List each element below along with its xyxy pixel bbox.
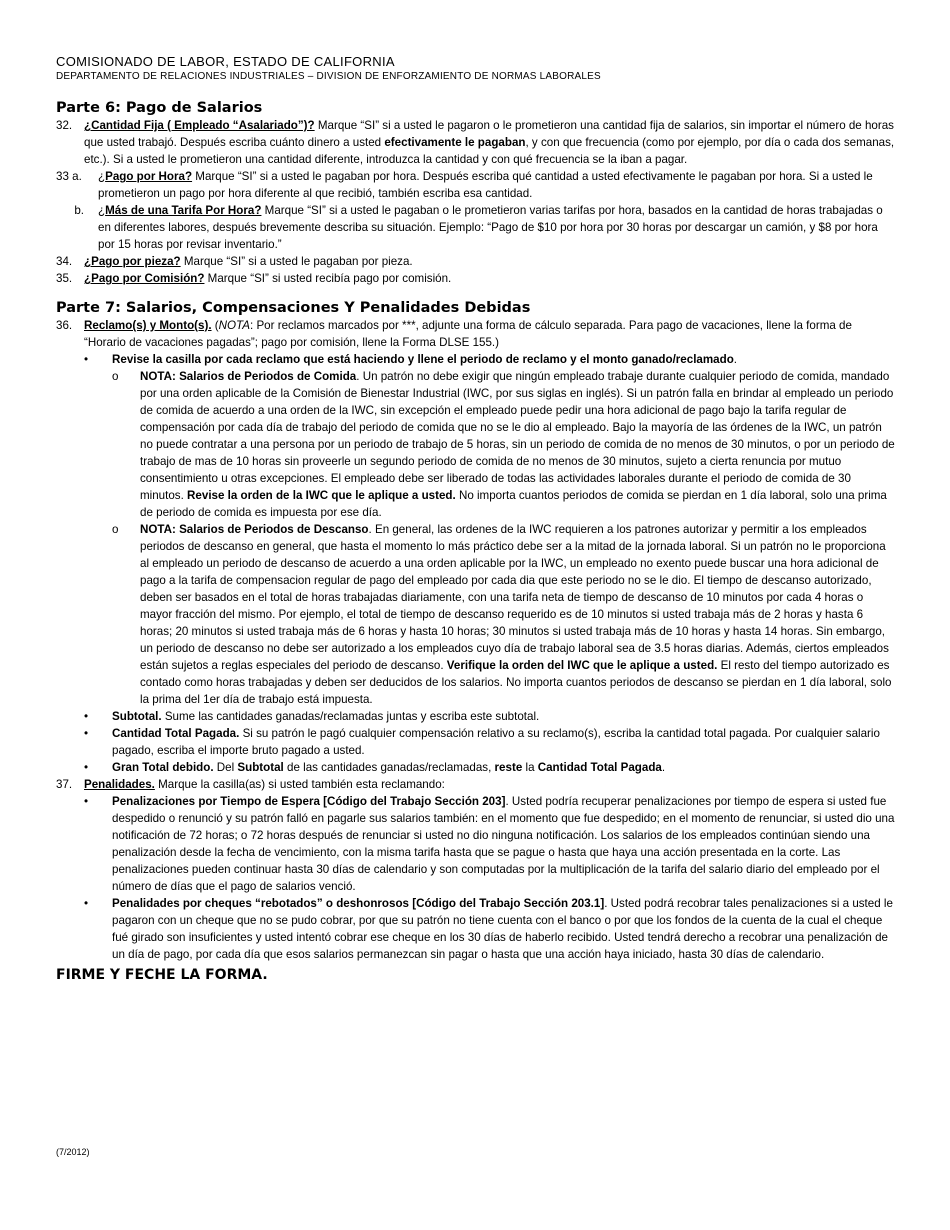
sign-date-instruction: FIRME Y FECHE LA FORMA. <box>56 967 268 983</box>
bullet-total-paid: • Cantidad Total Pagada. Si su patrón le pagó cualquier compensación relativo a su reclamo(s), escriba la cantidad total pagada. Por cualquier salario pagado, escriba el importe bruto pagado a usted. <box>84 727 880 757</box>
bullet-bounced-checks: • Penalidades por cheques “rebotados” o deshonrosos [Código del Trabajo Sección 203.1]. Usted podrá recobrar tales penalizaciones si a usted le pagaron con un cheque que no se pudo cobrar, por que su patrón no tiene cuenta con el banco o por que los fondos de la cuenta de la cual el cheque fué girado son insuficientes y usted intentó cobrar ese cheque en los 30 días de haberlo recibido. Usted tendrá derecho a recobrar una penalización de un día de pago, por cada día que esos salarios permanezcan sin pagar o hasta que una acción haya iniciado, hasta 30 días de calendario. <box>84 897 893 961</box>
document-page <box>56 54 896 983</box>
bullet-icon: • <box>84 353 89 366</box>
circle-bullet-icon: o <box>112 370 119 383</box>
part6-body <box>56 117 896 287</box>
item-37: 37. Penalidades. Marque la casilla(as) si usted también esta reclamando: <box>56 778 445 791</box>
bullet-icon: • <box>84 795 89 808</box>
part7-heading: Parte 7: Salarios, Compensaciones Y Penalidades Debidas <box>56 300 531 316</box>
note-rest-periods: o NOTA: Salarios de Periodos de Descanso. En general, las ordenes de la IWC requieren a los patrones autorizar y permitir a los empleados periodos de descanso en general, que hasta el momento lo más práctico debe ser a la mitad de la jornada laboral. Si un patrón no le proporciona al empleado un periodo de descanso de acuerdo a una orden aplicable por la IWC, un empleado no exento puede buscar una hora adicional de pago a la tarifa de compensacion regular de pago del empleado por cada dia que este periodo no se le dio. El tiempo de descanso autorizado, deben ser basados en el total de horas trabajadas diariamente, con una tarifa neta de tiempo de descanso de 10 minutos por cada 4 horas o mayor fracción del mismo. Por ejemplo, el total de tiempo de descanso requerido es de 10 minutos si usted trabaja más de 2 horas y hasta 6 horas; 20 minutos si usted trabaja más de 6 horas y hasta 10 horas; 30 minutos si usted trabaja más de 10 horas y hasta 14 horas. Sin embargo, un periodo de descanso no debe ser autorizado a los empleados cuyo día de trabajo laboral sea de 3.5 horas diarias. Además, ciertos empleados están sujetos a reglas especiales del periodo de descanso. Verifique la orden del IWC que le aplique a usted. El resto del tiempo autorizado es contado como horas trabajadas y deben ser deducidos de los salarios. No importa cuantos periodos de descanso se pierdan en 1 día laboral, solo la prima del 1er día de trabajo está impuesta. <box>112 523 892 706</box>
bullet-subtotal: • Subtotal. Sume las cantidades ganadas/reclamadas juntas y escriba este subtotal. <box>84 710 540 723</box>
part6-heading: Parte 6: Pago de Salarios <box>56 100 263 116</box>
bullet-icon: • <box>84 710 89 723</box>
bullet-waiting-time: • Penalizaciones por Tiempo de Espera [Código del Trabajo Sección 203]. Usted podría recuperar penalizaciones por tiempo de espera si usted fue despedido o renunció y su patrón falló en pagarle sus salarios también: en el momento que fue despedido; en el momento de renunciar, si usted dio una notificación de 72 horas; o 72 horas después de renunciar si usted no dio ninguna notificación. Los salarios de los empleados continúan siendo una penalización desde la fecha de vencimiento, con la misma tarifa hasta que se pague o hasta que haya una acción presentada en la corte. Las penalizaciones pueden continuar hasta 30 días de calendario y son computadas por la multiplicación de la tarifa del salario diario del empleado por el número de días que el pago de salarios venció. <box>84 795 895 893</box>
department-subtitle: DEPARTAMENTO DE RELACIONES INDUSTRIALES – DIVISION DE ENFORZAMIENTO DE NORMAS LABORALES <box>56 71 601 82</box>
bullet-review-box: • Revise la casilla por cada reclamo que está haciendo y llene el periodo de reclamo y el monto ganado/reclamado. <box>84 353 738 366</box>
item-33a: 33 a. ¿Pago por Hora? Marque “SI” si a usted le pagaban por hora. Después escriba qué cantidad a usted efectivamente le pagaban por hora. Si a usted le prometieron un pago por hora diferente al que recibió, también escriba esa cantidad. <box>56 170 873 200</box>
item-34: 34. ¿Pago por pieza? Marque “SI” si a usted le pagaban por pieza. <box>56 255 413 268</box>
circle-bullet-icon: o <box>112 523 119 536</box>
revision-date: (7/2012) <box>56 1147 90 1157</box>
part7-body <box>56 317 896 963</box>
bullet-grand-total: • Gran Total debido. Del Subtotal de las cantidades ganadas/reclamadas, reste la Cantidad Total Pagada. <box>84 761 666 774</box>
item-32: 32. ¿Cantidad Fija ( Empleado “Asalariado”)? Marque “SI” si a usted le pagaron o le prometieron una cantidad fija de salarios, sin importar el número de horas que usted trabajó. Después escriba cuánto dinero a usted efectivamente le pagaban, y con que frecuencia (como por ejemplo, por día o cada dos semanas, etc.). Si a usted le prometieron una cantidad diferente, introduzca la cantidad y con qué frecuencia se la iban a pagar. <box>56 119 895 166</box>
bullet-icon: • <box>84 897 89 910</box>
note-meal-periods: o NOTA: Salarios de Periodos de Comida. Un patrón no debe exigir que ningún empleado trabaje durante cualquier periodo de comida, mandado por una orden aplicable de la Comisión de Bienestar Industrial (IWC, por sus siglas en inglés). Si un patrón falla en brindar al empleado un periodo de comida de acuerdo a una orden de la IWC, sin excepción el empleado puede pedir una hora adicional de pago bajo la tarifa regular de compensación por cada día de trabajo del periodo de comida que no se le dio al empleado. Bajo la mayoría de las órdenes de la IWC, un patrón no puede contratar a una persona por un periodo de trabajo de 5 horas, sin un periodo de comida de no menos de 30 minutos, o por un periodo de trabajo de mas de 10 horas sin proveerle un segundo periodo de comida de no menos de 30 minutos, sujeto a cierta renuncia por mutuo consentimiento u otras excepciones. El empleado debe ser liberado de todas las actividades laborales durante el periodo de comida de 30 minutos. Revise la orden de la IWC que le aplique a usted. No importa cuantos periodos de comida se pierdan en 1 día laboral, solo una prima de periodo de comida es impuesta por ese día. <box>112 370 895 519</box>
item-35: 35. ¿Pago por Comisión? Marque “SI” si usted recibía pago por comisión. <box>56 272 452 285</box>
item-33b: b. ¿Más de una Tarifa Por Hora? Marque “SI” si a usted le pagaban o le prometieron varias tarifas por hora, basados en la cantidad de horas trabajadas o en diferentes labores, después brevemente describa su situación. Ejemplo: “Pago de $10 por hora por 30 horas por descargar un camión, y $8 por hora por 15 horas por revisar inventario.” <box>74 204 883 251</box>
item-36: 36. Reclamo(s) y Monto(s). (NOTA: Por reclamos marcados por ***, adjunte una forma de cálculo separada. Para pago de vacaciones, llene la forma de “Horario de vacaciones pagadas”; pago por comisión, llene la Forma DLSE 155.) <box>56 319 852 349</box>
bullet-icon: • <box>84 727 89 740</box>
bullet-icon: • <box>84 761 89 774</box>
agency-title: COMISIONADO DE LABOR, ESTADO DE CALIFORNIA <box>56 54 395 69</box>
